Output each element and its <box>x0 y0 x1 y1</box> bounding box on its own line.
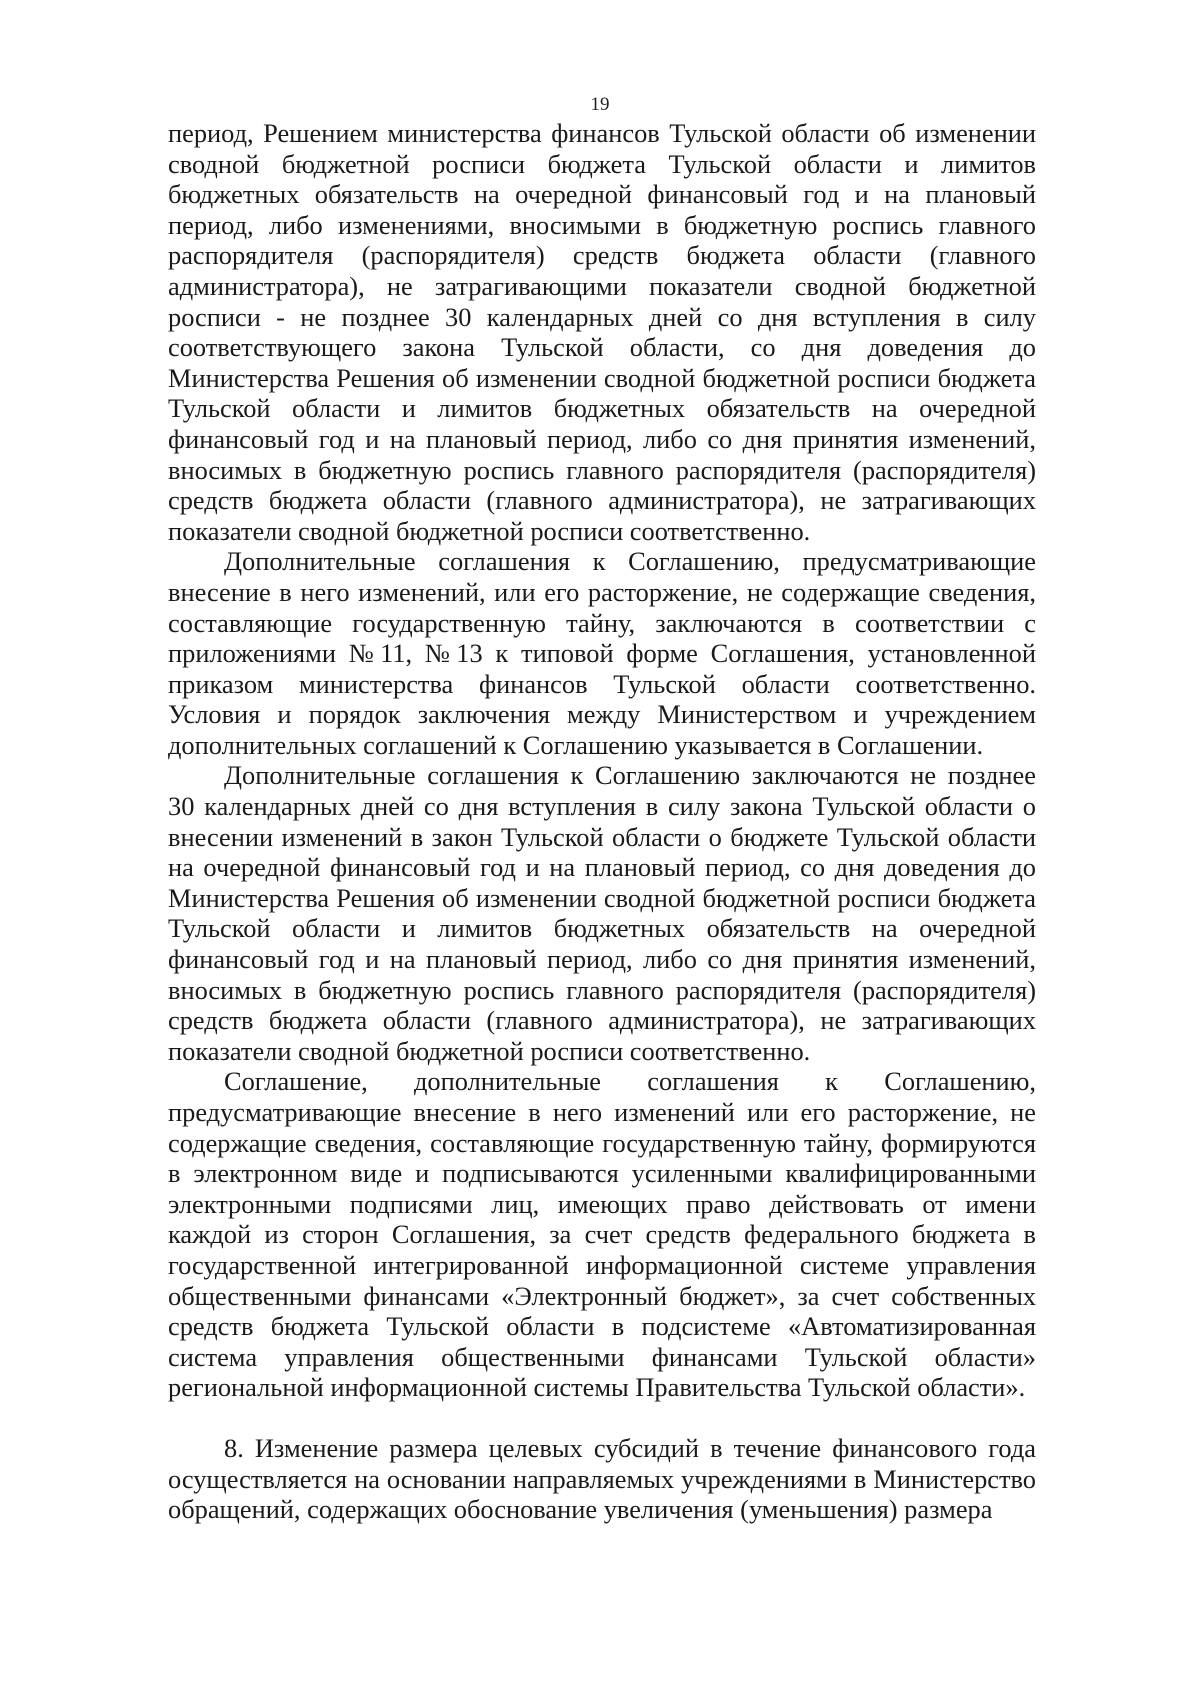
paragraph-additional-agreements: Дополнительные соглашения к Соглашению, предусматривающие внесение в него изменений, или его расторжение, не содержащие сведения, составляющие государственную тайну, заключаются в соответствии с приложениями №11, №13 к типовой форме Соглашения, установленной приказом министерства финансов Тульской области соответственно. Условия и порядок заключения между Министерством и учреждением дополнительных соглашений к Соглашению указывается в Соглашении. <box>168 546 1036 760</box>
document-body <box>168 118 1036 1525</box>
paragraph-continuation: период, Решением министерства финансов Тульской области об изменении сводной бюджетной росписи бюджета Тульской области и лимитов бюджетных обязательств на очередной финансовый год и на плановый период, либо изменениями, вносимыми в бюджетную роспись главного распорядителя (распорядителя) средств бюджета области (главного администратора), не затрагивающими показатели сводной бюджетной росписи - не позднее 30 календарных дней со дня вступления в силу соответствующего закона Тульской области, со дня доведения до Министерства Решения об изменении сводной бюджетной росписи бюджета Тульской области и лимитов бюджетных обязательств на очередной финансовый год и на плановый период, либо со дня принятия изменений, вносимых в бюджетную роспись главного распорядителя (распорядителя) средств бюджета области (главного администратора), не затрагивающих показатели сводной бюджетной росписи соответственно. <box>168 118 1036 546</box>
paragraph-agreement-deadline: Дополнительные соглашения к Соглашению заключаются не позднее 30 календарных дней со дня вступления в силу закона Тульской области о внесении изменений в закон Тульской области о бюджете Тульской области на очередной финансовый год и на плановый период, со дня доведения до Министерства Решения об изменении сводной бюджетной росписи бюджета Тульской области и лимитов бюджетных обязательств на очередной финансовый год и на плановый период, либо со дня принятия изменений, вносимых в бюджетную роспись главного распорядителя (распорядителя) средств бюджета области (главного администратора), не затрагивающих показатели сводной бюджетной росписи соответственно. <box>168 760 1036 1066</box>
paragraph-item-8: 8. Изменение размера целевых субсидий в течение финансового года осуществляется на основании направляемых учреждениями в Министерство обращений, содержащих обоснование увеличения (уменьшения) размера <box>168 1432 1036 1525</box>
paragraph-electronic-signing: Соглашение, дополнительные соглашения к Соглашению, предусматривающие внесение в него изменений или его расторжение, не содержащие сведения, составляющие государственную тайну, формируются в электронном виде и подписываются усиленными квалифицированными электронными подписями лиц, имеющих право действовать от имени каждой из сторон Соглашения, за счет средств федерального бюджета в государственной интегрированной информационной системе управления общественными финансами «Электронный бюджет», за счет собственных средств бюджета Тульской области в подсистеме «Автоматизированная система управления общественными финансами Тульской области» региональной информационной системы Правительства Тульской области». <box>168 1066 1036 1403</box>
page-number: 19 <box>590 94 610 115</box>
